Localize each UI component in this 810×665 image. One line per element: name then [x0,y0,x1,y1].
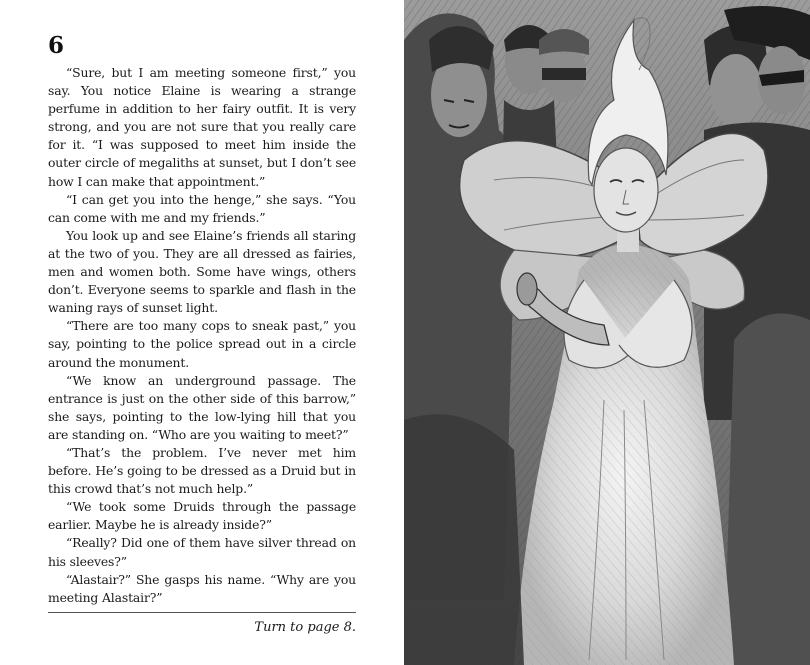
page-number: 6 [48,32,65,59]
paragraph: “We took some Druids through the passage earlier. Maybe he is already inside?” [48,499,356,533]
paragraph: “We know an underground passage. The entrance is just on the other side of this barrow,” she says, pointing to the low-lying hill that you are standing on. “Who are you waiting to meet?” [48,372,356,442]
fairy-illustration [404,0,810,665]
paragraph: “There are too many cops to sneak past,” you say, pointing to the police spread out in a circle around the monument. [48,318,356,370]
footer-divider [48,612,356,613]
paragraph: “Alastair?” She gasps his name. “Why are you meeting Alastair?” [48,571,356,605]
text-page [0,0,404,665]
turn-to-page-link[interactable]: Turn to page 8. [254,620,356,635]
story-text [48,64,356,607]
paragraph: “That’s the problem. I’ve never met him before. He’s going to be dressed as a Druid but in this crowd that’s not much help.” [48,444,356,497]
paragraph: You look up and see Elaine’s friends all staring at the two of you. They are all dressed as fairies, men and women both. Some have wings, others don’t. Everyone seems to sparkle and flash in the waning rays of sunset light. [48,227,356,316]
paragraph: “I can get you into the henge,” she says. “You can come with me and my friends.” [48,191,356,225]
paragraph: “Really? Did one of them have silver thread on his sleeves?” [48,535,356,569]
fairy-sketch-image [404,0,810,665]
paragraph: “Sure, but I am meeting someone first,” you say. You notice Elaine is wearing a strange perfume in addition to her fairy outfit. It is very strong, and you are not sure that you really care for it. “I was supposed to meet him inside the outer circle of megaliths at sunset, but I don’t see how I can make that appointment.” [48,65,356,189]
